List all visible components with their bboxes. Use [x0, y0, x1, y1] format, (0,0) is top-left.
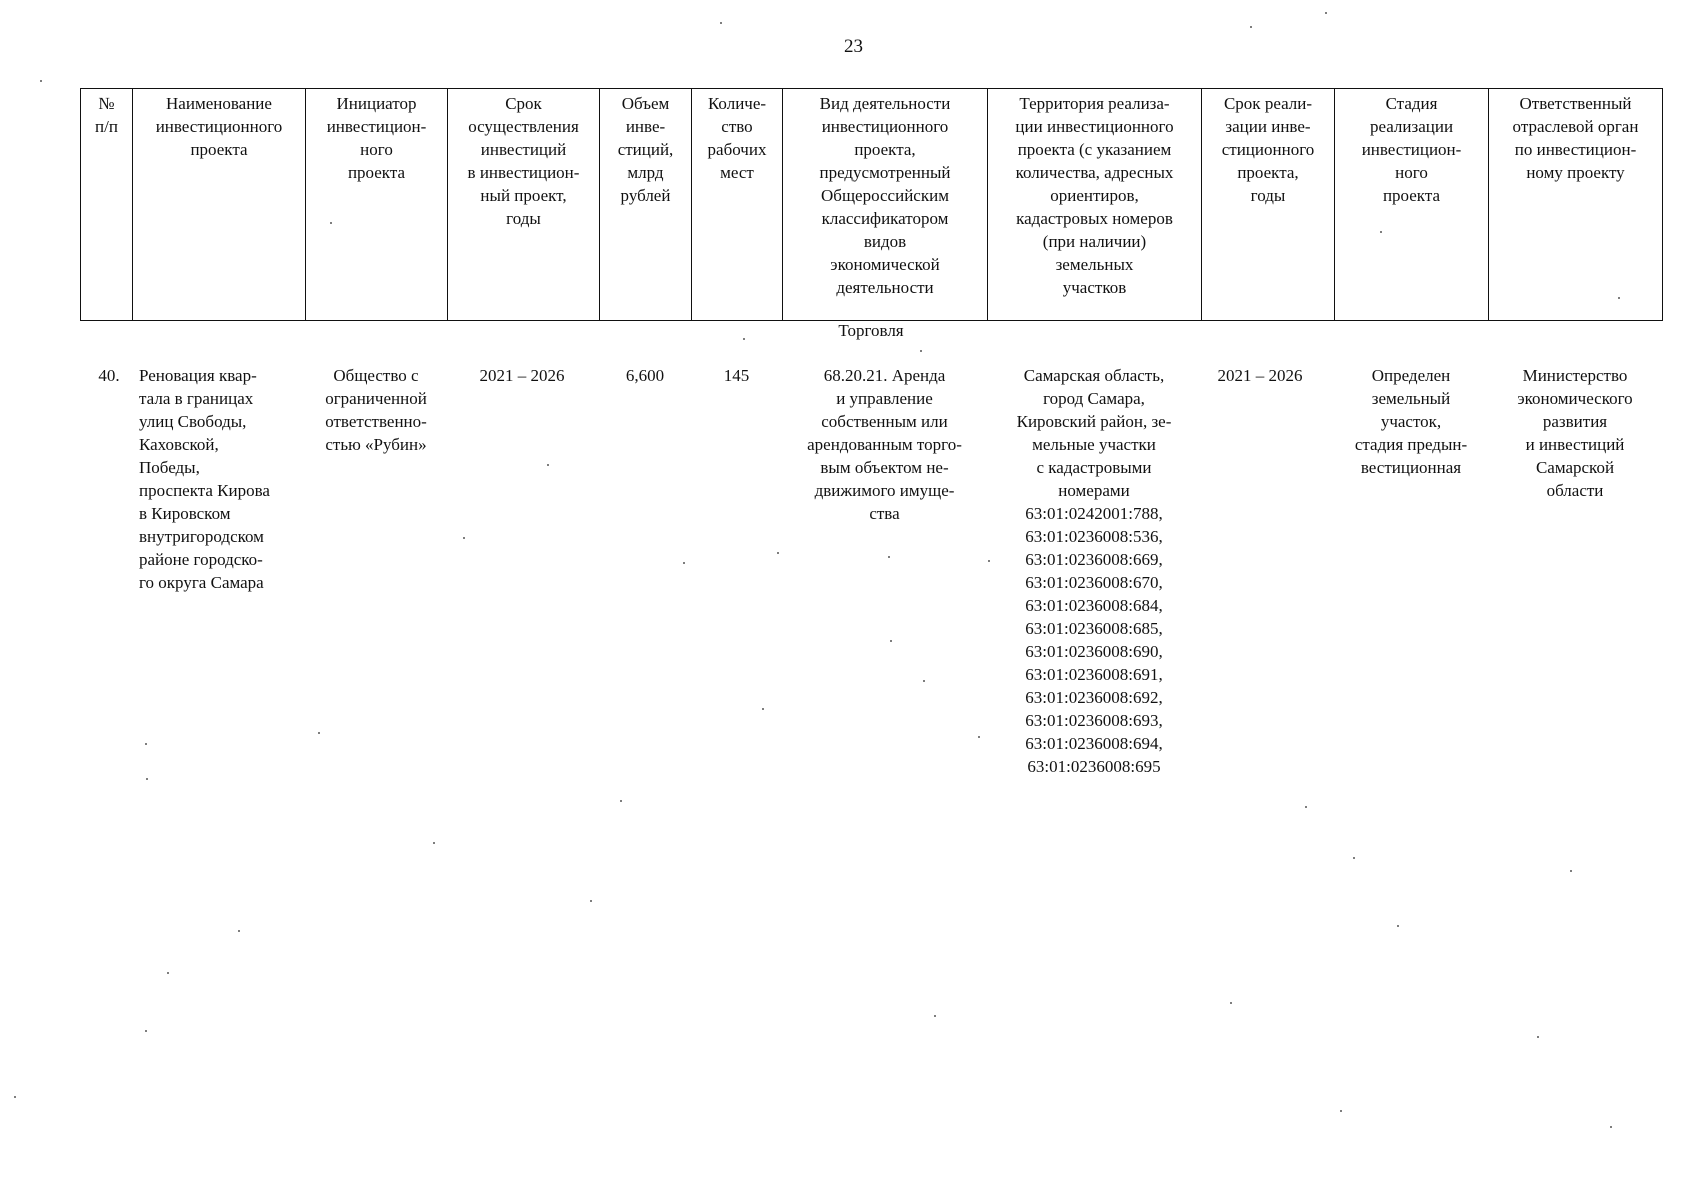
header-row [81, 89, 1663, 321]
header-table [80, 88, 1663, 321]
header-investment-period: Срок осуществления инвестиций в инвестицион- ный проект, годы [448, 89, 600, 321]
cell-responsible: Министерство экономического развития и инвестиций Самарской области [1517, 366, 1633, 500]
header-stage: Стадия реализации инвестицион- ного проекта [1335, 89, 1489, 321]
cell-activity: 68.20.21. Аренда и управление собственным или арендованным торго- вым объектом не- движимого имуще- ства [807, 366, 962, 523]
cell-volume: 6,600 [625, 366, 665, 385]
header-number: № п/п [81, 89, 133, 321]
cell-investment-period: 2021 – 2026 [479, 366, 565, 385]
header-initiator: Инициатор инвестицион- ного проекта [306, 89, 448, 321]
header-activity: Вид деятельности инвестиционного проекта, предусмотренный Общероссийским классификатором видов экономической деятельности [783, 89, 988, 321]
page-number: 23 [844, 36, 863, 57]
header-responsible: Ответственный отраслевой орган по инвестицион- ному проекту [1489, 89, 1663, 321]
cell-territory: Самарская область, город Самара, Кировский район, зе- мельные участки с кадастровыми номерами 63:01:0242001:788, 63:01:0236008:536, 63:01:0236008:669, 63:01:0236008:670, 63:01:0236008:684, 63:01:0236008:685, 63:01:0236008:690, 63:01:0236008:691, 63:01:0236008:692, 63:01:0236008:693, 63:01:0236008:694, 63:01:0236008:695 [1016, 366, 1172, 776]
cell-jobs: 145 [723, 366, 750, 385]
cell-initiator: Общество с ограниченной ответственно- стью «Рубин» [325, 366, 427, 454]
cell-stage: Определен земельный участок, стадия предын- вестиционная [1354, 366, 1468, 477]
header-territory: Территория реализа- ции инвестиционного проекта (с указанием количества, адресных ориентиров, кадастровых номеров (при наличии) земельных участков [988, 89, 1202, 321]
header-volume: Объем инве- стиций, млрд рублей [600, 89, 692, 321]
header-jobs: Количе- ство рабочих мест [692, 89, 783, 321]
header-implementation-period: Срок реали- зации инве- стиционного проекта, годы [1202, 89, 1335, 321]
cell-project-name: Реновация квар- тала в границах улиц Свободы, Каховской, Победы, проспекта Кирова в Кировском внутригородском районе городско- го округа Самара [139, 366, 270, 592]
cell-number: 40. [98, 366, 120, 385]
header-project-name: Наименование инвестиционного проекта [133, 89, 306, 321]
section-title: Торговля [838, 321, 904, 340]
cell-implementation-period: 2021 – 2026 [1217, 366, 1303, 385]
